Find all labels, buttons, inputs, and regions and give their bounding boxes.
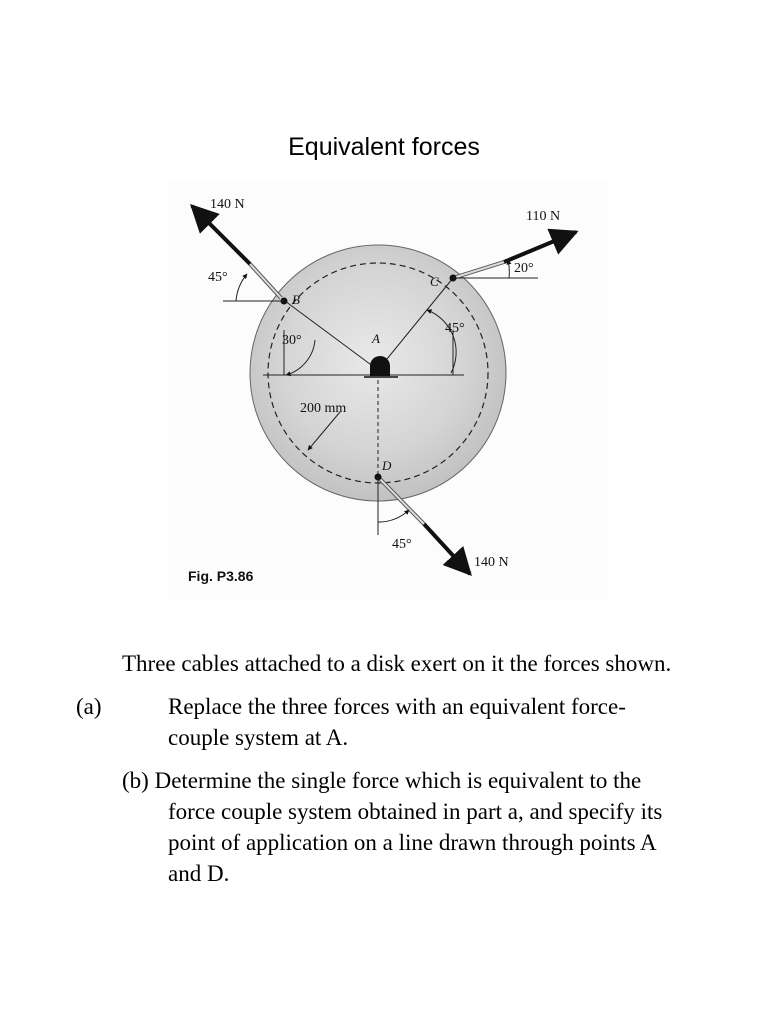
cable-c-inner	[453, 262, 504, 278]
disk-figure	[168, 180, 608, 600]
angle-c-top-label: 20°	[514, 261, 534, 276]
angle-b-top-label: 45°	[208, 270, 228, 285]
part-a-text: Replace the three forces with an equivalent force-couple system at A.	[168, 694, 626, 750]
point-a-label: A	[372, 331, 380, 346]
force-d-label: 140 N	[474, 555, 509, 570]
point-c-label: C	[430, 274, 439, 289]
force-c-arrow	[504, 232, 576, 262]
angle-d-label: 45°	[392, 537, 412, 552]
part-b-label: (b)	[122, 768, 149, 793]
force-diagram	[168, 180, 608, 600]
problem-intro: Three cables attached to a disk exert on it the forces shown.	[122, 651, 672, 676]
arc-c-20	[508, 260, 509, 278]
radius-label: 200 mm	[300, 401, 347, 416]
page-title: Equivalent forces	[288, 133, 480, 161]
point-d-label: D	[382, 458, 392, 473]
force-d-arrow	[424, 524, 470, 574]
figure-caption: Fig. P3.86	[188, 568, 254, 584]
force-c-label: 110 N	[526, 209, 561, 224]
angle-b-side-label: 30°	[282, 333, 302, 348]
pivot-a	[370, 356, 390, 376]
part-a-label: (a)	[76, 694, 102, 719]
arc-b-45	[236, 274, 247, 301]
force-b-arrow	[192, 206, 250, 264]
problem-statement	[76, 648, 682, 901]
problem-part-b	[122, 765, 682, 889]
force-b-label: 140 N	[210, 197, 245, 212]
angle-c-side-label: 45°	[445, 321, 465, 336]
point-b-label: B	[292, 292, 300, 307]
part-b-text: Determine the single force which is equivalent to the force couple system obtained in part a, and specify its point of application on a line drawn through points A and D.	[154, 768, 663, 886]
problem-part-a	[76, 691, 682, 753]
cable-b-inner	[250, 264, 281, 298]
arc-d-45	[378, 510, 409, 522]
